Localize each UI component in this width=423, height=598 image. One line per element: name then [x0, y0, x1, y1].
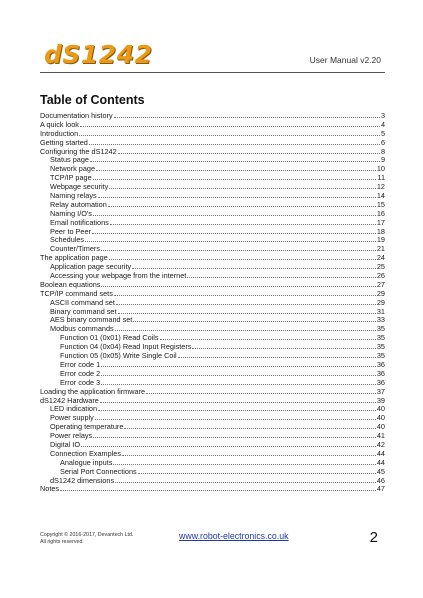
- toc-entry-page: 18: [376, 226, 385, 236]
- rights-line: All rights reserved.: [40, 539, 84, 545]
- toc-leader-dots: [109, 258, 376, 260]
- toc-leader-dots: [98, 196, 376, 198]
- toc-entry-title: Application page security: [50, 262, 132, 272]
- toc-leader-dots: [80, 125, 380, 127]
- toc-entry-page: 36: [376, 377, 385, 387]
- toc-entry-title: TCP/IP page: [50, 173, 92, 183]
- table-of-contents: [40, 112, 385, 494]
- toc-leader-dots: [114, 116, 380, 118]
- toc-entry[interactable]: [40, 228, 385, 237]
- toc-entry-title: Loading the application firmware: [40, 386, 146, 396]
- toc-heading: Table of Contents: [40, 93, 145, 107]
- toc-entry-title: AES binary command set: [50, 315, 133, 325]
- toc-leader-dots: [90, 160, 380, 162]
- toc-leader-dots: [133, 320, 376, 322]
- toc-entry-page: 29: [376, 288, 385, 298]
- toc-leader-dots: [96, 169, 376, 171]
- toc-leader-dots: [101, 249, 376, 251]
- toc-entry-page: 24: [376, 253, 385, 263]
- toc-entry-page: 27: [376, 279, 385, 289]
- toc-entry-page: 29: [376, 297, 385, 307]
- toc-entry-title: A quick look: [40, 119, 79, 129]
- toc-entry-page: 8: [380, 146, 385, 156]
- toc-leader-dots: [101, 285, 375, 287]
- toc-entry-page: 44: [376, 457, 385, 467]
- toc-leader-dots: [108, 205, 376, 207]
- toc-entry[interactable]: [40, 485, 385, 494]
- toc-entry-page: 36: [376, 368, 385, 378]
- toc-entry-title: Getting started: [40, 137, 88, 147]
- toc-entry[interactable]: [40, 121, 385, 130]
- toc-leader-dots: [60, 489, 376, 491]
- toc-leader-dots: [122, 454, 376, 456]
- toc-leader-dots: [81, 445, 376, 447]
- toc-leader-dots: [118, 312, 376, 314]
- toc-entry-page: 40: [376, 413, 385, 423]
- toc-entry-title: Peer to Peer: [50, 226, 91, 236]
- toc-entry[interactable]: [40, 477, 385, 486]
- toc-entry-title: Status page: [50, 155, 89, 165]
- toc-entry-page: 12: [376, 182, 385, 192]
- toc-leader-dots: [93, 436, 376, 438]
- toc-leader-dots: [124, 427, 375, 429]
- toc-leader-dots: [187, 276, 376, 278]
- toc-entry-page: 10: [376, 164, 385, 174]
- toc-entry-page: 39: [376, 395, 385, 405]
- page-number: 2: [369, 529, 378, 546]
- toc-entry[interactable]: [40, 130, 385, 139]
- toc-entry-title: Analogue inputs: [60, 457, 113, 467]
- toc-entry-title: Notes: [40, 484, 60, 494]
- toc-entry-page: 33: [376, 315, 385, 325]
- toc-leader-dots: [89, 143, 380, 145]
- toc-entry-title: Digital IO: [50, 439, 81, 449]
- toc-entry[interactable]: [40, 219, 385, 228]
- toc-entry-title: Function 04 (0x04) Read Input Registers: [60, 342, 192, 352]
- toc-entry-title: Error code 3: [60, 377, 101, 387]
- toc-entry[interactable]: [40, 148, 385, 157]
- toc-entry-title: Function 05 (0x05) Write Single Coil: [60, 351, 177, 361]
- toc-leader-dots: [100, 401, 376, 403]
- toc-entry-title: dS1242 Hardware: [40, 395, 99, 405]
- toc-leader-dots: [115, 481, 376, 483]
- toc-leader-dots: [160, 338, 376, 340]
- toc-entry-page: 26: [376, 271, 385, 281]
- toc-entry-title: The application page: [40, 253, 108, 263]
- toc-entry-title: Webpage security: [50, 182, 109, 192]
- toc-leader-dots: [101, 383, 376, 385]
- product-logo: dS1242: [44, 40, 153, 69]
- toc-entry-title: Power relays: [50, 431, 93, 441]
- copyright-line: Copyright © 2016-2017, Devantech Ltd.: [40, 532, 134, 538]
- toc-entry-title: Counter/Timers: [50, 244, 101, 254]
- toc-leader-dots: [192, 347, 375, 349]
- toc-leader-dots: [115, 329, 376, 331]
- toc-leader-dots: [113, 463, 376, 465]
- toc-entry-page: 45: [376, 466, 385, 476]
- toc-entry-page: 21: [376, 244, 385, 254]
- toc-leader-dots: [138, 472, 376, 474]
- toc-entry-title: ASCII command set: [50, 297, 115, 307]
- toc-entry[interactable]: [40, 165, 385, 174]
- toc-entry-title: Network page: [50, 164, 96, 174]
- toc-leader-dots: [146, 392, 376, 394]
- toc-entry-title: Connection Examples: [50, 448, 121, 458]
- toc-entry-page: 15: [376, 199, 385, 209]
- toc-entry-page: 5: [380, 128, 385, 138]
- toc-entry-page: 46: [376, 475, 385, 485]
- toc-entry-title: Binary command set: [50, 306, 117, 316]
- toc-entry-page: 47: [376, 484, 385, 494]
- toc-leader-dots: [116, 303, 376, 305]
- toc-entry-title: Boolean equations: [40, 279, 101, 289]
- copyright-notice: [40, 532, 133, 546]
- toc-entry-title: Relay automation: [50, 199, 107, 209]
- website-link[interactable]: www.robot-electronics.co.uk: [179, 531, 289, 541]
- toc-entry-title: Email notifications: [50, 217, 109, 227]
- toc-entry-page: 40: [376, 404, 385, 414]
- manual-version: User Manual v2.20: [309, 55, 381, 65]
- toc-entry-page: 9: [380, 155, 385, 165]
- toc-entry-page: 6: [380, 137, 385, 147]
- toc-entry-page: 35: [376, 324, 385, 334]
- toc-entry-page: 40: [376, 422, 385, 432]
- toc-entry-page: 35: [376, 351, 385, 361]
- toc-entry-page: 36: [376, 359, 385, 369]
- toc-entry-page: 35: [376, 342, 385, 352]
- toc-entry-title: Error code 2: [60, 368, 101, 378]
- toc-entry-page: 3: [380, 111, 385, 120]
- toc-entry-page: 4: [380, 119, 385, 129]
- toc-entry-title: Naming I/O's: [50, 208, 92, 218]
- toc-leader-dots: [110, 223, 376, 225]
- toc-entry-page: 16: [376, 208, 385, 218]
- toc-leader-dots: [79, 134, 380, 136]
- toc-leader-dots: [101, 365, 376, 367]
- toc-entry-title: Documentation history: [40, 111, 113, 120]
- toc-entry-page: 41: [376, 431, 385, 441]
- toc-entry-title: LED indication: [50, 404, 98, 414]
- toc-leader-dots: [178, 356, 376, 358]
- toc-entry-page: 31: [376, 306, 385, 316]
- toc-entry-title: Operating temperature: [50, 422, 124, 432]
- toc-entry-title: Error code 1: [60, 359, 101, 369]
- toc-entry-title: Introduction: [40, 128, 79, 138]
- toc-entry-title: Serial Port Connections: [60, 466, 137, 476]
- toc-leader-dots: [93, 178, 377, 180]
- toc-entry-title: dS1242 dimensions: [50, 475, 115, 485]
- toc-entry-title: Accessing your webpage from the internet: [50, 271, 187, 281]
- toc-entry-title: TCP/IP command sets: [40, 288, 113, 298]
- toc-entry-title: Function 01 (0x01) Read Coils: [60, 333, 159, 343]
- toc-entry-title: Modbus commands: [50, 324, 114, 334]
- toc-entry-title: Schedules: [50, 235, 85, 245]
- toc-leader-dots: [118, 152, 380, 154]
- toc-entry[interactable]: [40, 112, 385, 121]
- toc-leader-dots: [101, 374, 376, 376]
- toc-entry-page: 11: [377, 173, 385, 183]
- toc-leader-dots: [85, 240, 376, 242]
- toc-entry-title: Power supply: [50, 413, 94, 423]
- toc-entry-page: 14: [376, 191, 385, 201]
- toc-entry-title: Naming relays: [50, 191, 97, 201]
- toc-entry-page: 37: [376, 386, 385, 396]
- toc-leader-dots: [109, 187, 376, 189]
- toc-entry-page: 44: [376, 448, 385, 458]
- toc-leader-dots: [98, 409, 376, 411]
- toc-entry-page: 35: [376, 333, 385, 343]
- toc-entry-page: 19: [376, 235, 385, 245]
- toc-entry-page: 42: [376, 439, 385, 449]
- toc-entry-page: 25: [376, 262, 385, 272]
- toc-leader-dots: [114, 294, 376, 296]
- toc-entry-page: 17: [376, 217, 385, 227]
- toc-entry-title: Configuring the dS1242: [40, 146, 117, 156]
- toc-entry[interactable]: [40, 432, 385, 441]
- toc-leader-dots: [132, 267, 376, 269]
- toc-leader-dots: [93, 214, 376, 216]
- toc-leader-dots: [92, 232, 376, 234]
- toc-leader-dots: [95, 418, 376, 420]
- header-divider: [40, 72, 385, 73]
